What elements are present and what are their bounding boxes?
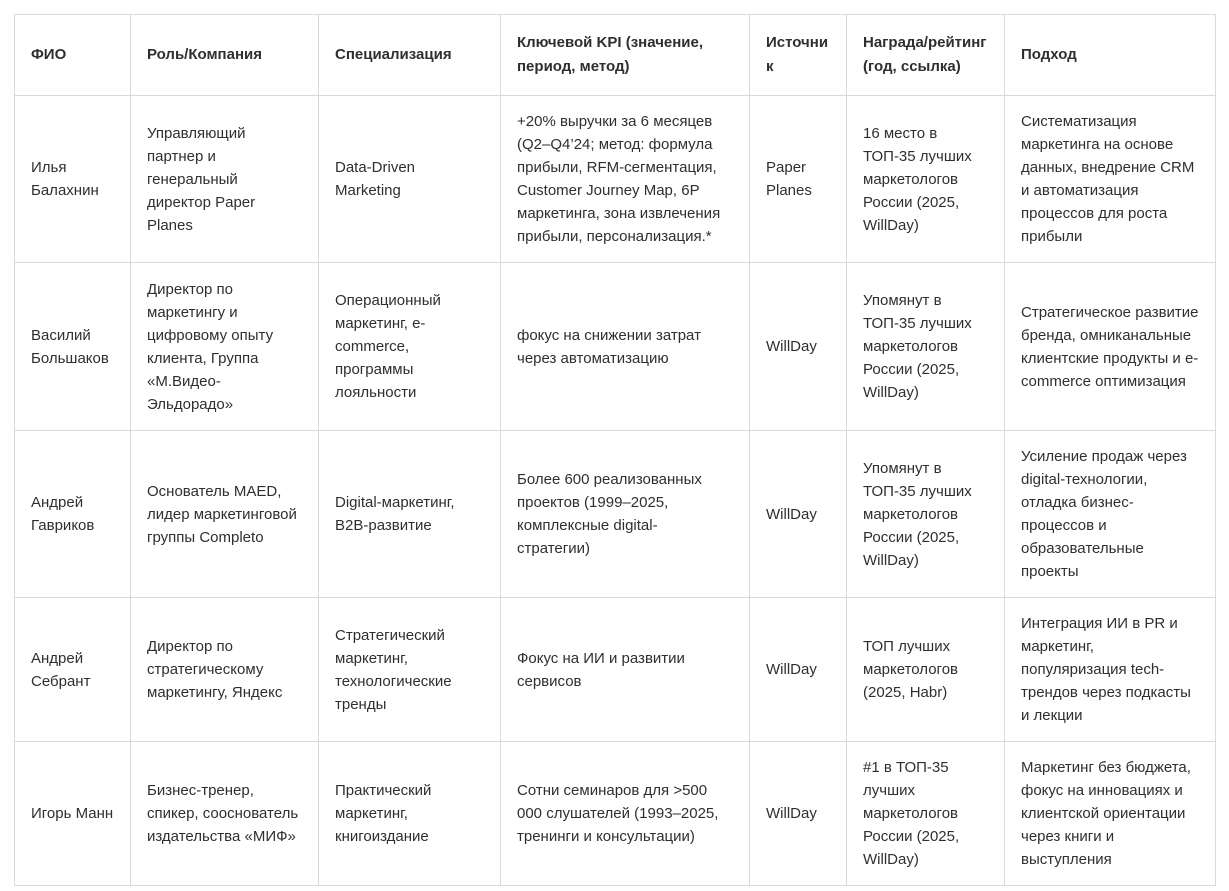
cell-kpi: +20% выручки за 6 месяцев (Q2–Q4’24; метод: формула прибыли, RFM-сегментация, Customer Journey Map, 6P маркетинга, зона извлечения прибыли, персонализация.*	[501, 96, 750, 263]
cell-name: Андрей Себрант	[15, 598, 131, 742]
cell-specialization: Практический маркетинг, книгоиздание	[319, 742, 501, 886]
cell-approach: Усиление продаж через digital-технологии, отладка бизнес-процессов и образовательные проекты	[1005, 431, 1216, 598]
cell-specialization: Операционный маркетинг, e-commerce, программы лояльности	[319, 263, 501, 431]
cell-kpi: Фокус на ИИ и развитии сервисов	[501, 598, 750, 742]
cell-source: WillDay	[750, 263, 847, 431]
cell-source: WillDay	[750, 598, 847, 742]
header-row	[15, 15, 1216, 96]
cell-kpi: Более 600 реализованных проектов (1999–2025, комплексные digital-стратегии)	[501, 431, 750, 598]
cell-award: Упомянут в ТОП-35 лучших маркетологов России (2025, WillDay)	[847, 431, 1005, 598]
table-row	[15, 742, 1216, 886]
column-header-kpi: Ключевой KPI (значение, период, метод)	[501, 15, 750, 96]
cell-specialization: Digital-маркетинг, B2B-развитие	[319, 431, 501, 598]
cell-approach: Систематизация маркетинга на основе данных, внедрение CRM и автоматизация процессов для роста прибыли	[1005, 96, 1216, 263]
column-header-specialization: Специализация	[319, 15, 501, 96]
cell-award: ТОП лучших маркетологов (2025, Habr)	[847, 598, 1005, 742]
marketers-comparison-table	[14, 14, 1216, 886]
cell-award: 16 место в ТОП-35 лучших маркетологов России (2025, WillDay)	[847, 96, 1005, 263]
cell-name: Василий Большаков	[15, 263, 131, 431]
cell-source: Paper Planes	[750, 96, 847, 263]
column-header-source: Источник	[750, 15, 847, 96]
cell-role: Управляющий партнер и генеральный директор Paper Planes	[131, 96, 319, 263]
cell-kpi: Сотни семинаров для >500 000 слушателей (1993–2025, тренинги и консультации)	[501, 742, 750, 886]
cell-role: Основатель MAED, лидер маркетинговой группы Completo	[131, 431, 319, 598]
cell-role: Бизнес-тренер, спикер, сооснователь издательства «МИФ»	[131, 742, 319, 886]
cell-source: WillDay	[750, 431, 847, 598]
cell-award: #1 в ТОП-35 лучших маркетологов России (2025, WillDay)	[847, 742, 1005, 886]
cell-source: WillDay	[750, 742, 847, 886]
table-row	[15, 431, 1216, 598]
column-header-award: Награда/рейтинг (год, ссылка)	[847, 15, 1005, 96]
cell-kpi: фокус на снижении затрат через автоматизацию	[501, 263, 750, 431]
cell-role: Директор по маркетингу и цифровому опыту клиента, Группа «М.Видео-Эльдорадо»	[131, 263, 319, 431]
cell-approach: Стратегическое развитие бренда, омниканальные клиентские продукты и e-commerce оптимизация	[1005, 263, 1216, 431]
table-row	[15, 263, 1216, 431]
cell-award: Упомянут в ТОП-35 лучших маркетологов России (2025, WillDay)	[847, 263, 1005, 431]
cell-approach: Интеграция ИИ в PR и маркетинг, популяризация tech-трендов через подкасты и лекции	[1005, 598, 1216, 742]
cell-specialization: Data-Driven Marketing	[319, 96, 501, 263]
cell-name: Илья Балахнин	[15, 96, 131, 263]
table-body	[15, 96, 1216, 886]
cell-role: Директор по стратегическому маркетингу, Яндекс	[131, 598, 319, 742]
table-header	[15, 15, 1216, 96]
cell-approach: Маркетинг без бюджета, фокус на инновациях и клиентской ориентации через книги и выступления	[1005, 742, 1216, 886]
column-header-name: ФИО	[15, 15, 131, 96]
cell-name: Игорь Манн	[15, 742, 131, 886]
column-header-role: Роль/Компания	[131, 15, 319, 96]
table-row	[15, 96, 1216, 263]
cell-name: Андрей Гавриков	[15, 431, 131, 598]
column-header-approach: Подход	[1005, 15, 1216, 96]
table-row	[15, 598, 1216, 742]
cell-specialization: Стратегический маркетинг, технологические тренды	[319, 598, 501, 742]
